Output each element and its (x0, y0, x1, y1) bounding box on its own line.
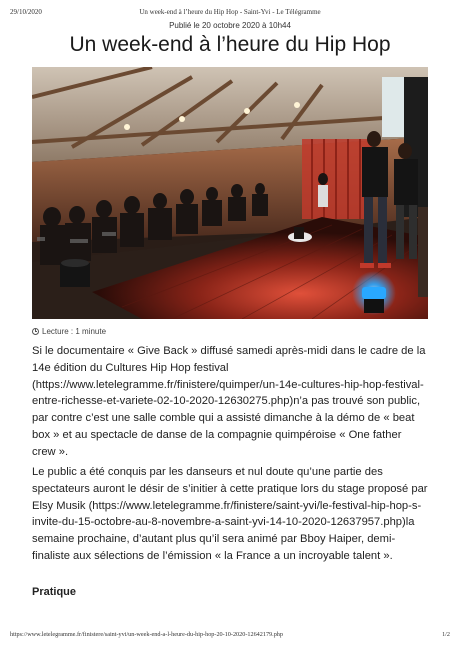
print-date: 29/10/2020 (10, 8, 42, 16)
clock-icon (32, 328, 39, 335)
page-number: 1/2 (442, 631, 450, 638)
article-paragraph: Si le documentaire « Give Back » diffusé samedi après-midi dans le cadre de la 14e édition du Cultures Hip Hop festival (https://www.letelegramme.fr/finistere/quimper/un-14e-cultures-hip-hop-festival-entre-richesse-et-variete-02-10-2020-12630275.php)n’a pas trouvé son public, par contre c’est une salle comble qui a assisté dimanche à la démo de « beat box » et au spectacle de danse de la compagnie quimpéroise « One father crew ». (32, 345, 426, 458)
published-date: Publié le 20 octobre 2020 à 10h44 (169, 21, 291, 30)
print-page-title: Un week-end à l’heure du Hip Hop - Saint-Yvi - Le Télégramme (139, 8, 321, 16)
reading-time (32, 325, 106, 337)
print-footer (10, 631, 450, 641)
article-paragraph: Le public a été conquis par les danseurs et nul doute qu’une partie des spectateurs auront le désir de s’initier à cette pratique lors du stage proposé par Elsy Musik (https://www.letelegramme.fr/finistere/saint-yvi/le-festival-hip-hop-s-invite-du-15-octobre-au-8-novembre-a-saint-yvi-14-10-2020-12637957.php)la semaine prochaine, d’autant plus qu’il sera animé par Bboy Haiper, demi-finaliste aux sélections de l’émission « la France a un incroyable talent ». (32, 466, 428, 562)
section-heading-pratique: Pratique (32, 586, 77, 598)
hip-hop-show-photo (32, 67, 428, 319)
print-header (10, 8, 450, 20)
reading-time-label: Lecture : 1 minute (42, 326, 107, 336)
article-photo (32, 67, 428, 319)
article-title: Un week-end à l’heure du Hip Hop (69, 33, 391, 56)
print-url: https://www.letelegramme.fr/finistere/saint-yvi/un-week-end-a-l-heure-du-hip-hop-20-10-2020-12642179.php (10, 631, 283, 638)
